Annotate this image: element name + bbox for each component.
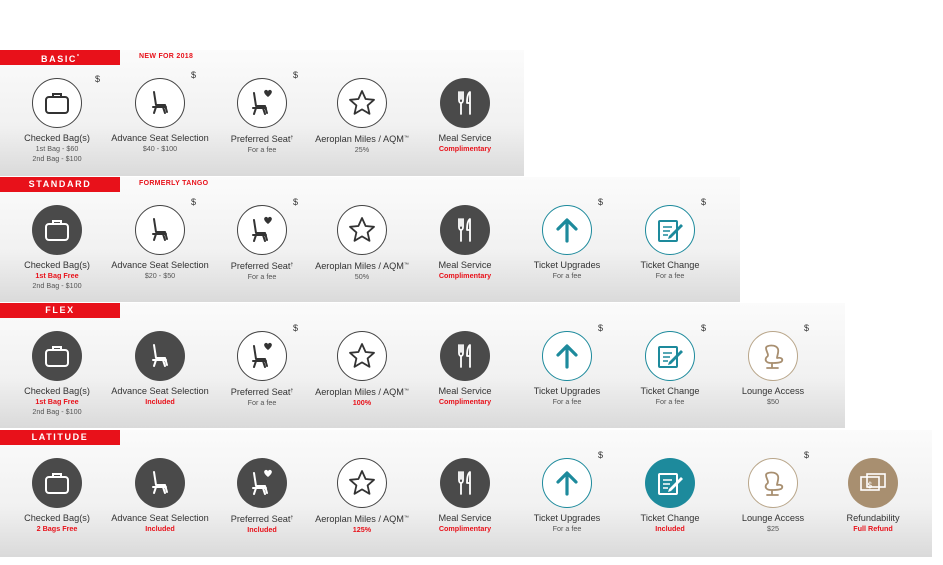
- seat-heart-icon: [246, 340, 278, 372]
- arrow-up-icon: [551, 467, 583, 499]
- cutlery-icon: [449, 467, 481, 499]
- feature-meal: Meal Service Complimentary: [400, 456, 530, 534]
- fee-marker: $: [700, 323, 706, 333]
- fee-marker: $: [94, 74, 100, 84]
- ticket-edit-icon: [654, 340, 686, 372]
- arrow-up-icon: [551, 340, 583, 372]
- seat-icon: [144, 467, 176, 499]
- feature-meal: Meal Service Complimentary: [400, 76, 530, 154]
- arrow-up-icon: [551, 214, 583, 246]
- suitcase-icon: [41, 340, 73, 372]
- fee-marker: $: [292, 323, 298, 333]
- feature-meal: Meal Service Complimentary: [400, 203, 530, 281]
- tier-basic: [0, 50, 524, 176]
- feature-preferred-seat: Preferred Seat† Included: [197, 456, 327, 535]
- tier-tab-standard: STANDARD: [0, 177, 120, 192]
- feature-seat-selection: Advance Seat Selection Included: [95, 329, 225, 407]
- feature-upgrades: $ Ticket Upgrades For a fee: [533, 450, 603, 533]
- tier-tab-basic: BASIC*: [0, 50, 120, 65]
- fee-marker: $: [597, 323, 603, 333]
- star-icon: [346, 87, 378, 119]
- suitcase-icon: [41, 87, 73, 119]
- seat-icon: [144, 87, 176, 119]
- feature-checked-bag: Checked Bag(s) 1st Bag Free 2nd Bag - $100: [0, 203, 122, 290]
- star-icon: [346, 340, 378, 372]
- feature-checked-bag: Checked Bag(s) 2 Bags Free: [0, 456, 122, 534]
- feature-meal: Meal Service Complimentary: [400, 329, 530, 407]
- cutlery-icon: [449, 87, 481, 119]
- feature-seat-selection: $ Advance Seat Selection $40 - $100: [111, 70, 209, 153]
- lounge-chair-icon: [757, 340, 789, 372]
- fee-marker: $: [803, 450, 809, 460]
- tier-standard: [0, 177, 740, 302]
- feature-seat-selection: Advance Seat Selection Included: [95, 456, 225, 534]
- feature-preferred-seat: $ Preferred Seat† For a fee: [230, 323, 298, 407]
- seat-heart-icon: [246, 214, 278, 246]
- feature-aeroplan: Aeroplan Miles / AQM™ 50%: [297, 203, 427, 282]
- fee-marker: $: [190, 197, 196, 207]
- tier-tagline: NEW FOR 2018: [139, 53, 194, 60]
- feature-checked-bag: Checked Bag(s) 1st Bag Free 2nd Bag - $100: [0, 329, 122, 416]
- suitcase-icon: [41, 467, 73, 499]
- feature-lounge: $ Lounge Access $50: [741, 323, 809, 406]
- refund-icon: [857, 467, 889, 499]
- feature-upgrades: $ Ticket Upgrades For a fee: [533, 197, 603, 280]
- feature-upgrades: $ Ticket Upgrades For a fee: [533, 323, 603, 406]
- tier-tagline: FORMERLY TANGO: [139, 180, 209, 187]
- tier-tab-latitude: LATITUDE: [0, 430, 120, 445]
- star-icon: [346, 467, 378, 499]
- tier-tab-flex: FLEX: [0, 303, 120, 318]
- fee-marker: $: [292, 197, 298, 207]
- seat-icon: [144, 340, 176, 372]
- fee-marker: $: [597, 450, 603, 460]
- feature-lounge: $ Lounge Access $25: [741, 450, 809, 533]
- tier-latitude: [0, 430, 932, 557]
- feature-ticket-change: Ticket Change Included: [605, 456, 735, 534]
- fee-marker: $: [597, 197, 603, 207]
- tier-flex: [0, 303, 845, 428]
- seat-heart-icon: [246, 467, 278, 499]
- feature-preferred-seat: $ Preferred Seat† For a fee: [230, 197, 298, 281]
- ticket-edit-icon: [654, 214, 686, 246]
- cutlery-icon: [449, 340, 481, 372]
- feature-ticket-change: $ Ticket Change For a fee: [640, 323, 706, 406]
- cutlery-icon: [449, 214, 481, 246]
- feature-aeroplan: Aeroplan Miles / AQM™ 25%: [297, 76, 427, 155]
- feature-preferred-seat: $ Preferred Seat† For a fee: [230, 70, 298, 154]
- ticket-edit-icon: [654, 467, 686, 499]
- seat-icon: [144, 214, 176, 246]
- lounge-chair-icon: [757, 467, 789, 499]
- feature-refundability: Refundability Full Refund: [808, 456, 938, 534]
- feature-ticket-change: $ Ticket Change For a fee: [640, 197, 706, 280]
- fee-marker: $: [292, 70, 298, 80]
- fee-marker: $: [803, 323, 809, 333]
- feature-seat-selection: $ Advance Seat Selection $20 - $50: [111, 197, 209, 280]
- fee-marker: $: [700, 197, 706, 207]
- feature-aeroplan: Aeroplan Miles / AQM™ 125%: [297, 456, 427, 535]
- feature-aeroplan: Aeroplan Miles / AQM™ 100%: [297, 329, 427, 408]
- feature-checked-bag: $ Checked Bag(s) 1st Bag - $60 2nd Bag - $100: [24, 74, 100, 163]
- fee-marker: $: [190, 70, 196, 80]
- star-icon: [346, 214, 378, 246]
- suitcase-icon: [41, 214, 73, 246]
- seat-heart-icon: [246, 87, 278, 119]
